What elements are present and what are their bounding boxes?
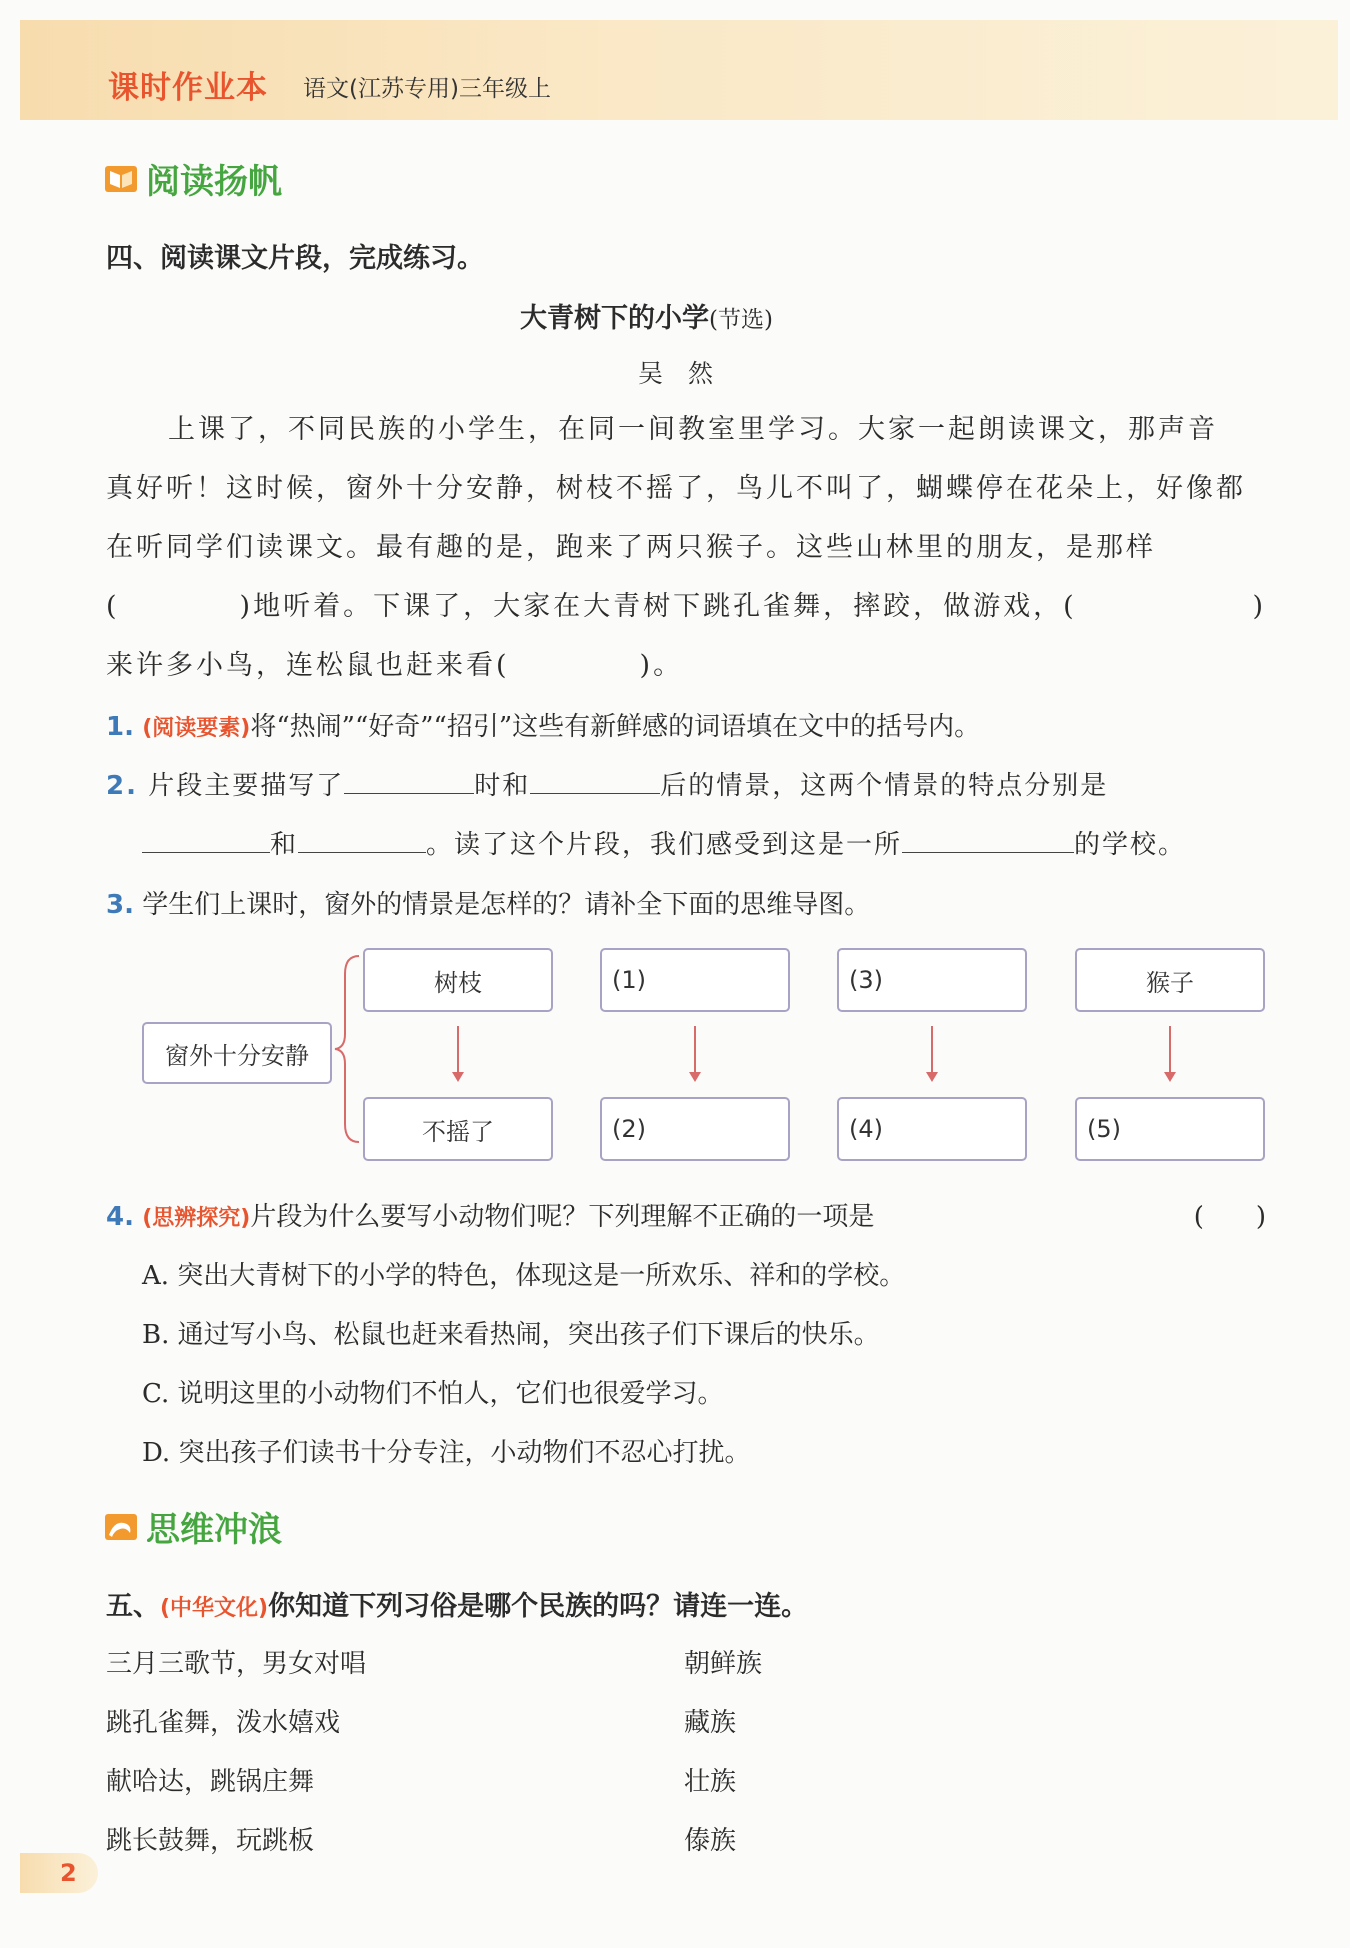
question-2-text-1: 片段主要描写了: [148, 771, 345, 801]
mindmap-arrow: [694, 1026, 696, 1080]
passage-body: [106, 400, 1266, 695]
page-number: [20, 1853, 98, 1893]
question-2-text-5: 。读了这个片段，我们感受到这是一所: [426, 830, 903, 860]
section-thinking-heading: [104, 1502, 282, 1551]
question-4-number: 4.: [106, 1202, 134, 1232]
custom-item-3[interactable]: 献哈达，跳锅庄舞: [106, 1767, 315, 1797]
question-4-tag: (思辨探究): [142, 1206, 251, 1231]
question-4: [106, 1196, 1266, 1233]
mindmap-bottom-4[interactable]: (5): [1075, 1097, 1265, 1161]
mindmap-arrow: [931, 1026, 933, 1080]
section-reading-heading: [104, 154, 282, 203]
custom-item-2[interactable]: 跳孔雀舞，泼水嬉戏: [106, 1708, 341, 1738]
option-d[interactable]: D. 突出孩子们读书十分专注，小动物们不忍心打扰。: [142, 1438, 751, 1468]
question-2-text-4: 和: [270, 830, 299, 860]
mindmap-arrow: [1169, 1026, 1171, 1080]
option-b[interactable]: B. 通过写小鸟、松鼠也赶来看热闹，突出孩子们下课后的快乐。: [142, 1320, 880, 1350]
question-2-number: 2.: [106, 771, 138, 801]
passage-line-5: [106, 636, 1266, 695]
question-1-tag: (阅读要素): [142, 716, 251, 741]
ethnic-group-1[interactable]: 朝鲜族: [684, 1649, 763, 1679]
question-5-prefix: 五、: [106, 1591, 160, 1622]
section-reading-title: 阅读扬帆: [146, 162, 282, 202]
book-subtitle: 语文(江苏专用)三年级上: [303, 76, 551, 102]
passage-title-note: (节选): [709, 307, 773, 333]
question-3-number: 3.: [106, 890, 134, 920]
mindmap-arrow: [457, 1026, 459, 1080]
option-a[interactable]: A. 突出大青树下的小学的特色，体现这是一所欢乐、祥和的学校。: [142, 1261, 906, 1291]
ethnic-group-2[interactable]: 藏族: [684, 1708, 737, 1738]
passage-line-3: 在听同学们读课文。最有趣的是，跑来了两只猴子。这些山林里的朋友，是那样: [106, 532, 1156, 563]
answer-blank[interactable]: [142, 851, 270, 853]
question-5-tag: (中华文化): [160, 1596, 269, 1621]
page-number-text: 2: [60, 1859, 77, 1887]
mindmap-bottom-1: 不摇了: [363, 1097, 553, 1161]
paren-open-1: (: [106, 591, 120, 622]
option-c[interactable]: C. 说明这里的小动物们不怕人，它们也很爱学习。: [142, 1379, 724, 1409]
mindmap-top-4: 猴子: [1075, 948, 1265, 1012]
question-5: [106, 1584, 808, 1623]
answer-blank[interactable]: [902, 851, 1074, 853]
ethnic-group-3[interactable]: 壮族: [684, 1767, 737, 1797]
question-2: [106, 765, 1108, 802]
wave-icon: [104, 1511, 138, 1543]
answer-blank[interactable]: [530, 792, 660, 794]
mindmap-top-2[interactable]: (1): [600, 948, 790, 1012]
ethnic-group-4[interactable]: 傣族: [684, 1826, 737, 1856]
mindmap-bottom-2[interactable]: (2): [600, 1097, 790, 1161]
question-2-text-6: 的学校。: [1074, 830, 1187, 860]
mindmap-brace: [333, 952, 363, 1146]
mindmap-bottom-3[interactable]: (4): [837, 1097, 1027, 1161]
question-four-heading: 四、阅读课文片段，完成练习。: [106, 243, 484, 274]
passage-line-5-end: )。: [639, 650, 684, 681]
passage-line-2: 真好听！这时候，窗外十分安静，树枝不摇了，鸟儿不叫了，蝴蝶停在花朵上，好像都: [106, 473, 1246, 504]
mindmap-center-node: 窗外十分安静: [142, 1022, 332, 1084]
brand-title: 课时作业本: [108, 70, 268, 106]
custom-item-1[interactable]: 三月三歌节，男女对唱: [106, 1649, 367, 1679]
custom-item-4[interactable]: 跳长鼓舞，玩跳板: [106, 1826, 315, 1856]
answer-blank[interactable]: [344, 792, 474, 794]
question-1-text: 将“热闹”“好奇”“招引”这些有新鲜感的词语填在文中的括号内。: [250, 712, 981, 742]
question-1: [106, 706, 980, 743]
question-3: [106, 884, 870, 921]
question-3-text: 学生们上课时，窗外的情景是怎样的？请补全下面的思维导图。: [142, 890, 871, 920]
answer-paren[interactable]: ( ): [1193, 1202, 1266, 1232]
question-5-text: 你知道下列习俗是哪个民族的吗？请连一连。: [268, 1591, 809, 1622]
passage-title: 大青树下的小学: [520, 303, 709, 334]
question-2-text-2: 时和: [474, 771, 531, 801]
passage-author: 吴 然: [638, 359, 714, 388]
section-thinking-title: 思维冲浪: [146, 1510, 282, 1550]
mindmap-top-1: 树枝: [363, 948, 553, 1012]
passage-title-line: [520, 296, 773, 335]
paren-close-2: ): [1252, 591, 1266, 622]
passage-line-5-text: 来许多小鸟，连松鼠也赶来看(: [106, 650, 510, 681]
question-1-number: 1.: [106, 712, 134, 742]
question-4-text: 片段为什么要写小动物们呢？下列理解不正确的一项是: [250, 1202, 875, 1232]
question-2-text-3: 后的情景，这两个情景的特点分别是: [660, 771, 1109, 801]
passage-line-1: 上课了，不同民族的小学生，在同一间教室里学习。大家一起朗读课文，那声音: [168, 414, 1218, 445]
mindmap-top-3[interactable]: (3): [837, 948, 1027, 1012]
question-2-line-2: [142, 824, 1186, 861]
answer-blank[interactable]: [298, 851, 426, 853]
passage-line-4-text: )地听着。下课了，大家在大青树下跳孔雀舞，摔跤，做游戏，(: [239, 591, 1077, 622]
book-icon: [104, 163, 138, 195]
passage-line-4: [106, 577, 1266, 636]
